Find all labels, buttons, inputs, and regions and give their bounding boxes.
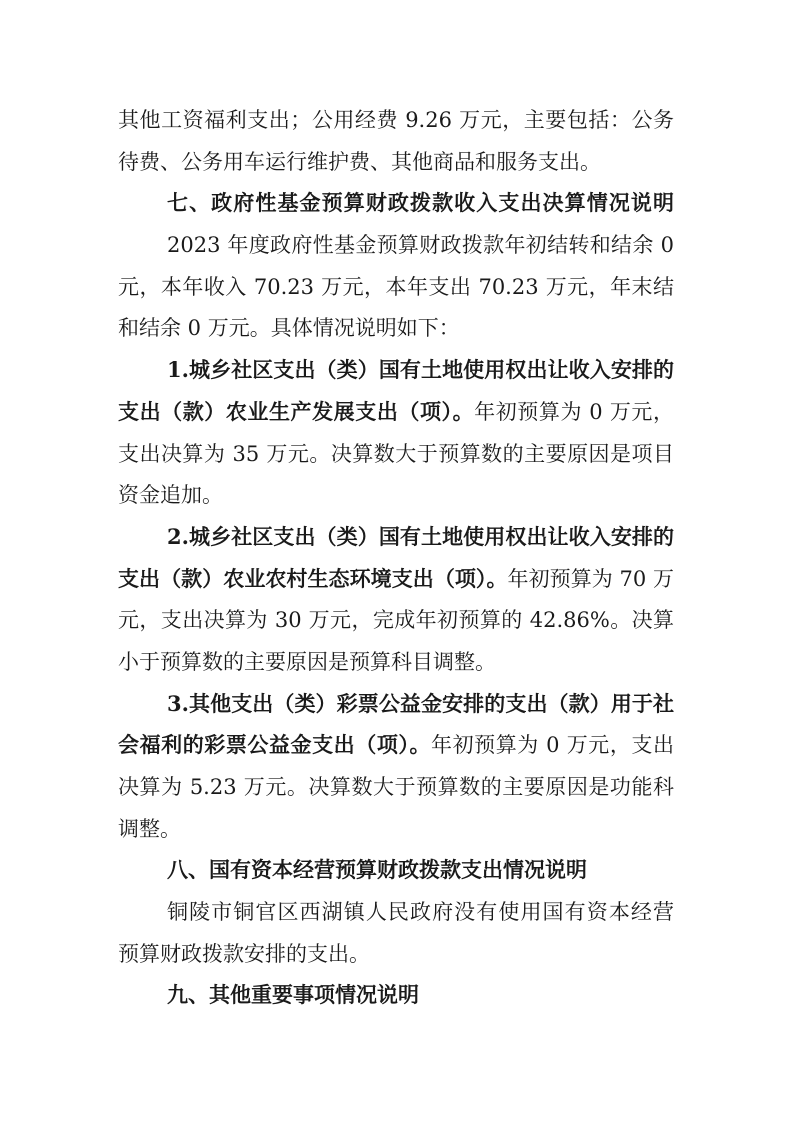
body-line: [118, 391, 674, 433]
heading-text: 七、政府性基金预算财政拨款收入支出决算情况说明: [167, 190, 674, 216]
line-text: 预算财政拨款安排的支出。: [118, 941, 370, 966]
line-text: 年初预算为 70 万: [507, 566, 674, 591]
line-text: 2023 年度政府性基金预算财政拨款年初结转和结余 0: [167, 233, 674, 258]
body-line: [118, 808, 674, 850]
body-line: [118, 641, 674, 683]
line-text: 铜陵市铜官区西湖镇人民政府没有使用国有资本经营: [167, 900, 674, 925]
body-line: [118, 433, 674, 475]
body-line: [118, 224, 674, 266]
line-text: 支出决算为 35 万元。决算数大于预算数的主要原因是项目: [118, 441, 674, 466]
line-text: 资金追加。: [118, 483, 223, 508]
document-page: [118, 99, 674, 1016]
line-text: 调整。: [118, 816, 181, 841]
section-heading-8: [118, 849, 674, 891]
item-1-title: [118, 349, 674, 391]
body-line: [118, 599, 674, 641]
body-line: [118, 99, 674, 141]
bold-text: 1.城乡社区支出（类）国有土地使用权出让收入安排的: [167, 357, 674, 383]
body-line: [118, 724, 674, 766]
line-text: 决算为 5.23 万元。决算数大于预算数的主要原因是功能科: [118, 775, 674, 799]
body-line: [118, 141, 674, 183]
line-text: 小于预算数的主要原因是预算科目调整。: [118, 649, 496, 674]
body-line: [118, 558, 674, 600]
item-2-title: [118, 516, 674, 558]
line-text: 元，本年收入 70.23 万元，本年支出 70.23 万元，年末结: [118, 274, 674, 299]
bold-text: 3.其他支出（类）彩票公益金安排的支出（款）用于社: [167, 690, 674, 716]
line-text: 年初预算为 0 万元，支出: [431, 733, 674, 758]
line-text: 其他工资福利支出；公用经费 9.26 万元，主要包括：公务: [118, 108, 674, 132]
body-line: [118, 307, 674, 349]
section-heading-9: [118, 974, 674, 1016]
heading-text: 八、国有资本经营预算财政拨款支出情况说明: [167, 857, 587, 883]
line-text: 待费、公务用车运行维护费、其他商品和服务支出。: [118, 149, 601, 174]
bold-text: 支出（款）农业生产发展支出（项）。: [118, 398, 475, 424]
item-3-title: [118, 683, 674, 725]
bold-text: 支出（款）农业农村生态环境支出（项）。: [118, 565, 508, 591]
body-line: [118, 266, 674, 308]
heading-text: 九、其他重要事项情况说明: [167, 982, 419, 1008]
bold-text: 2.城乡社区支出（类）国有土地使用权出让收入安排的: [167, 523, 674, 549]
body-line: [118, 891, 674, 933]
body-line: [118, 474, 674, 516]
bold-text: 会福利的彩票公益金支出（项）。: [118, 732, 432, 758]
section-heading-7: [118, 182, 674, 224]
line-text: 元，支出决算为 30 万元，完成年初预算的 42.86%。决算: [118, 608, 674, 633]
body-line: [118, 766, 674, 808]
body-line: [118, 933, 674, 975]
line-text: 和结余 0 万元。具体情况说明如下：: [118, 316, 460, 341]
line-text: 年初预算为 0 万元，: [474, 399, 674, 424]
